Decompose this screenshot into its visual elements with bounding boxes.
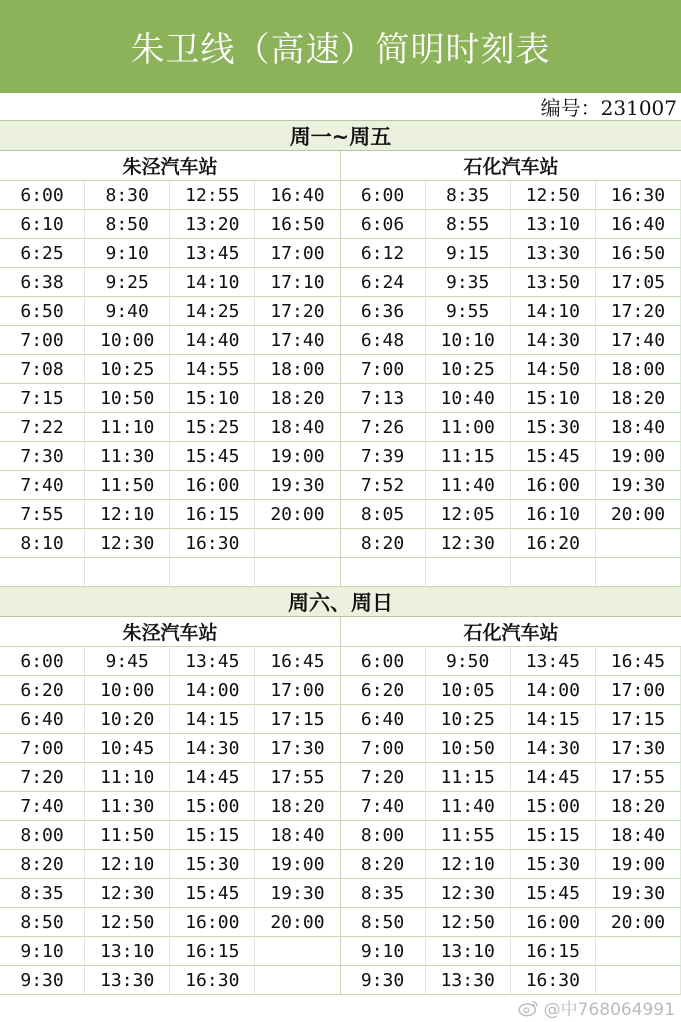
departure-time-cell: [596, 966, 681, 995]
departure-time-cell: 13:20: [170, 210, 255, 239]
departure-time-cell: 14:00: [511, 676, 596, 705]
departure-time-cell: 12:30: [85, 879, 170, 908]
departure-time-cell: 10:40: [426, 384, 511, 413]
departure-time-cell: 15:25: [170, 413, 255, 442]
departure-time-cell: 11:15: [426, 442, 511, 471]
departure-time-cell: 13:30: [511, 239, 596, 268]
departure-time-cell: 11:10: [85, 763, 170, 792]
departure-time-cell: 7:26: [341, 413, 426, 442]
departure-time-cell: 6:00: [0, 181, 85, 210]
departure-time-cell: 14:55: [170, 355, 255, 384]
timetable-body: [0, 121, 681, 995]
departure-time-cell: 8:30: [85, 181, 170, 210]
departure-time-cell: 17:15: [255, 705, 340, 734]
departure-time-cell: 14:30: [170, 734, 255, 763]
departure-time-cell: 14:10: [170, 268, 255, 297]
departure-time-cell: 7:20: [341, 763, 426, 792]
departure-time-cell: [596, 937, 681, 966]
departure-time-cell: 11:50: [85, 471, 170, 500]
departure-time-cell: 9:10: [0, 937, 85, 966]
departure-time-cell: 8:50: [0, 908, 85, 937]
departure-time-cell: 15:45: [170, 442, 255, 471]
section-heading: 周六、周日: [0, 587, 681, 617]
departure-time-cell: 12:30: [426, 879, 511, 908]
departure-time-cell: 6:20: [341, 676, 426, 705]
station-header-row: [0, 151, 681, 181]
departure-time-cell: 15:45: [511, 879, 596, 908]
departure-time-cell: 12:30: [426, 529, 511, 558]
departure-time-cell: 14:10: [511, 297, 596, 326]
departure-time-cell: 17:40: [596, 326, 681, 355]
departure-time-cell: 16:50: [255, 210, 340, 239]
departure-time-cell: 16:00: [511, 471, 596, 500]
watermark-text: @中768064991: [543, 1000, 675, 1020]
departure-time-cell: 20:00: [596, 500, 681, 529]
departure-time-cell: 9:30: [0, 966, 85, 995]
departure-time-cell: 19:00: [596, 850, 681, 879]
departure-time-cell: 7:20: [0, 763, 85, 792]
departure-time-cell: 7:30: [0, 442, 85, 471]
departure-time-cell: 11:40: [426, 792, 511, 821]
departure-time-cell: 12:55: [170, 181, 255, 210]
station-name: 石化汽车站: [340, 151, 681, 180]
departure-time-cell: 16:50: [596, 239, 681, 268]
departure-time-cell: 15:45: [170, 879, 255, 908]
departure-time-cell: 7:40: [0, 792, 85, 821]
departure-time-cell: 7:15: [0, 384, 85, 413]
departure-time-cell: 12:10: [85, 850, 170, 879]
departure-time-cell: 16:45: [255, 647, 340, 676]
departure-time-cell: 8:55: [426, 210, 511, 239]
departure-time-cell: 14:45: [511, 763, 596, 792]
departure-time-cell: 12:50: [511, 181, 596, 210]
departure-time-cell: [511, 558, 596, 587]
departure-time-cell: 6:40: [341, 705, 426, 734]
departure-time-cell: 19:00: [255, 442, 340, 471]
departure-time-cell: 6:38: [0, 268, 85, 297]
departure-time-cell: 18:20: [596, 792, 681, 821]
departure-time-cell: 10:50: [426, 734, 511, 763]
departure-time-cell: 18:20: [255, 792, 340, 821]
departure-time-cell: 8:00: [0, 821, 85, 850]
departure-time-cell: 7:08: [0, 355, 85, 384]
departure-time-cell: 16:00: [170, 908, 255, 937]
departure-time-cell: 16:15: [170, 937, 255, 966]
departure-time-cell: 13:45: [170, 239, 255, 268]
departure-time-cell: 16:20: [511, 529, 596, 558]
departure-time-cell: 18:40: [255, 821, 340, 850]
departure-time-cell: 16:00: [511, 908, 596, 937]
departure-time-cell: 19:00: [255, 850, 340, 879]
departure-time-cell: 15:00: [511, 792, 596, 821]
departure-time-cell: 8:20: [341, 529, 426, 558]
departure-time-cell: 10:50: [85, 384, 170, 413]
departure-time-cell: 9:45: [85, 647, 170, 676]
departure-time-cell: 10:00: [85, 326, 170, 355]
departure-time-cell: 7:22: [0, 413, 85, 442]
departure-time-cell: 19:30: [596, 471, 681, 500]
departure-time-cell: 16:10: [511, 500, 596, 529]
departure-time-cell: 18:00: [255, 355, 340, 384]
departure-time-cell: 14:30: [511, 734, 596, 763]
departure-time-cell: [255, 937, 340, 966]
departure-time-cell: 10:10: [426, 326, 511, 355]
departure-time-cell: 7:00: [0, 326, 85, 355]
weibo-icon: [518, 999, 540, 1017]
departure-time-cell: 9:25: [85, 268, 170, 297]
departure-time-cell: [85, 558, 170, 587]
departure-time-cell: 11:10: [85, 413, 170, 442]
departure-time-cell: 6:40: [0, 705, 85, 734]
departure-time-cell: 13:50: [511, 268, 596, 297]
departure-time-cell: 16:40: [596, 210, 681, 239]
departure-time-cell: 14:00: [170, 676, 255, 705]
station-name: 朱泾汽车站: [122, 156, 218, 178]
departure-time-cell: 11:30: [85, 442, 170, 471]
departure-time-cell: 10:25: [426, 705, 511, 734]
departure-time-cell: [255, 529, 340, 558]
departure-time-cell: 10:45: [85, 734, 170, 763]
departure-time-cell: 6:25: [0, 239, 85, 268]
departure-time-cell: 15:30: [511, 850, 596, 879]
departure-time-cell: 6:12: [341, 239, 426, 268]
departure-time-cell: 6:00: [341, 647, 426, 676]
departure-time-cell: 17:40: [255, 326, 340, 355]
departure-time-cell: 17:10: [255, 268, 340, 297]
timetable-code: 编号：231007: [540, 96, 677, 120]
departure-time-cell: 10:20: [85, 705, 170, 734]
departure-time-cell: 14:15: [511, 705, 596, 734]
departure-time-cell: 13:10: [85, 937, 170, 966]
departure-time-cell: 9:15: [426, 239, 511, 268]
departure-time-cell: 10:25: [426, 355, 511, 384]
departure-time-cell: 8:05: [341, 500, 426, 529]
departure-time-cell: 12:05: [426, 500, 511, 529]
departure-time-cell: 19:30: [255, 879, 340, 908]
departure-time-cell: 13:45: [511, 647, 596, 676]
departure-time-cell: 7:39: [341, 442, 426, 471]
departure-time-cell: 11:50: [85, 821, 170, 850]
departure-time-cell: 18:00: [596, 355, 681, 384]
departure-time-cell: 14:45: [170, 763, 255, 792]
departure-time-cell: 8:50: [85, 210, 170, 239]
departure-time-cell: 17:55: [596, 763, 681, 792]
departure-time-cell: [341, 558, 426, 587]
departure-time-cell: 8:50: [341, 908, 426, 937]
departure-time-cell: 10:00: [85, 676, 170, 705]
departure-time-cell: 14:50: [511, 355, 596, 384]
departure-time-cell: 16:45: [596, 647, 681, 676]
departure-time-cell: 14:15: [170, 705, 255, 734]
departure-time-cell: 8:35: [426, 181, 511, 210]
departure-time-cell: [596, 529, 681, 558]
departure-time-cell: [596, 558, 681, 587]
departure-time-cell: 9:30: [341, 966, 426, 995]
departure-time-cell: 17:20: [255, 297, 340, 326]
departure-time-cell: 8:00: [341, 821, 426, 850]
departure-time-cell: 6:48: [341, 326, 426, 355]
departure-time-cell: 6:36: [341, 297, 426, 326]
departure-time-cell: 6:50: [0, 297, 85, 326]
departure-time-cell: 20:00: [596, 908, 681, 937]
departure-time-cell: 8:10: [0, 529, 85, 558]
departure-time-cell: 15:30: [170, 850, 255, 879]
departure-time-cell: 13:45: [170, 647, 255, 676]
departure-time-cell: 15:10: [511, 384, 596, 413]
departure-time-cell: 11:55: [426, 821, 511, 850]
departure-time-cell: 13:10: [511, 210, 596, 239]
departure-time-cell: 7:40: [0, 471, 85, 500]
departure-time-cell: 9:10: [85, 239, 170, 268]
departure-time-cell: 15:45: [511, 442, 596, 471]
departure-time-cell: 18:40: [255, 413, 340, 442]
departure-time-cell: 19:00: [596, 442, 681, 471]
departure-time-cell: 18:20: [255, 384, 340, 413]
departure-time-cell: 17:20: [596, 297, 681, 326]
departure-time-cell: 15:15: [511, 821, 596, 850]
departure-time-cell: 8:35: [341, 879, 426, 908]
departure-time-cell: 20:00: [255, 908, 340, 937]
departure-time-cell: 17:00: [596, 676, 681, 705]
departure-time-cell: 16:00: [170, 471, 255, 500]
schedule-grid: [0, 181, 681, 587]
departure-time-cell: 17:55: [255, 763, 340, 792]
departure-time-cell: 12:50: [85, 908, 170, 937]
departure-time-cell: 16:40: [255, 181, 340, 210]
departure-time-cell: 11:15: [426, 763, 511, 792]
departure-time-cell: 6:00: [341, 181, 426, 210]
departure-time-cell: 9:50: [426, 647, 511, 676]
departure-time-cell: 9:55: [426, 297, 511, 326]
departure-time-cell: 16:15: [511, 937, 596, 966]
departure-time-cell: 7:00: [0, 734, 85, 763]
departure-time-cell: 14:30: [511, 326, 596, 355]
departure-time-cell: 17:05: [596, 268, 681, 297]
departure-time-cell: 15:00: [170, 792, 255, 821]
departure-time-cell: [0, 558, 85, 587]
departure-time-cell: 8:20: [0, 850, 85, 879]
departure-time-cell: 16:15: [170, 500, 255, 529]
departure-time-cell: 14:40: [170, 326, 255, 355]
station-name: 朱泾汽车站: [122, 622, 218, 644]
departure-time-cell: 6:10: [0, 210, 85, 239]
departure-time-cell: [255, 558, 340, 587]
departure-time-cell: 20:00: [255, 500, 340, 529]
departure-time-cell: 15:30: [511, 413, 596, 442]
departure-time-cell: 17:00: [255, 676, 340, 705]
departure-time-cell: 7:13: [341, 384, 426, 413]
departure-time-cell: 18:20: [596, 384, 681, 413]
departure-time-cell: 9:10: [341, 937, 426, 966]
departure-time-cell: 16:30: [596, 181, 681, 210]
departure-time-cell: 6:00: [0, 647, 85, 676]
departure-time-cell: 17:30: [255, 734, 340, 763]
departure-time-cell: 12:30: [85, 529, 170, 558]
departure-time-cell: 15:10: [170, 384, 255, 413]
departure-time-cell: 8:20: [341, 850, 426, 879]
departure-time-cell: 16:30: [170, 966, 255, 995]
departure-time-cell: 8:35: [0, 879, 85, 908]
watermark: [518, 995, 675, 1020]
departure-time-cell: 9:40: [85, 297, 170, 326]
departure-time-cell: 16:30: [511, 966, 596, 995]
code-row: [0, 93, 681, 121]
departure-time-cell: 18:40: [596, 821, 681, 850]
departure-time-cell: 10:25: [85, 355, 170, 384]
departure-time-cell: 13:10: [426, 937, 511, 966]
departure-time-cell: 10:05: [426, 676, 511, 705]
departure-time-cell: 15:15: [170, 821, 255, 850]
departure-time-cell: [170, 558, 255, 587]
departure-time-cell: 9:35: [426, 268, 511, 297]
departure-time-cell: 14:25: [170, 297, 255, 326]
departure-time-cell: 17:15: [596, 705, 681, 734]
section-heading: 周一~周五: [0, 121, 681, 151]
departure-time-cell: 7:00: [341, 734, 426, 763]
departure-time-cell: 16:30: [170, 529, 255, 558]
departure-time-cell: 12:10: [85, 500, 170, 529]
departure-time-cell: 12:10: [426, 850, 511, 879]
station-name: 石化汽车站: [340, 617, 681, 646]
schedule-grid: [0, 647, 681, 995]
departure-time-cell: 7:00: [341, 355, 426, 384]
departure-time-cell: [255, 966, 340, 995]
departure-time-cell: 19:30: [596, 879, 681, 908]
departure-time-cell: 11:40: [426, 471, 511, 500]
departure-time-cell: 17:00: [255, 239, 340, 268]
departure-time-cell: 6:24: [341, 268, 426, 297]
station-header-row: [0, 617, 681, 647]
departure-time-cell: 11:00: [426, 413, 511, 442]
departure-time-cell: 6:20: [0, 676, 85, 705]
departure-time-cell: 19:30: [255, 471, 340, 500]
departure-time-cell: 6:06: [341, 210, 426, 239]
departure-time-cell: 13:30: [426, 966, 511, 995]
departure-time-cell: 13:30: [85, 966, 170, 995]
departure-time-cell: 12:50: [426, 908, 511, 937]
departure-time-cell: 17:30: [596, 734, 681, 763]
departure-time-cell: 11:30: [85, 792, 170, 821]
timetable-title: 朱卫线（高速）简明时刻表: [0, 0, 681, 93]
departure-time-cell: 7:52: [341, 471, 426, 500]
departure-time-cell: 7:55: [0, 500, 85, 529]
departure-time-cell: [426, 558, 511, 587]
departure-time-cell: 18:40: [596, 413, 681, 442]
departure-time-cell: 7:40: [341, 792, 426, 821]
